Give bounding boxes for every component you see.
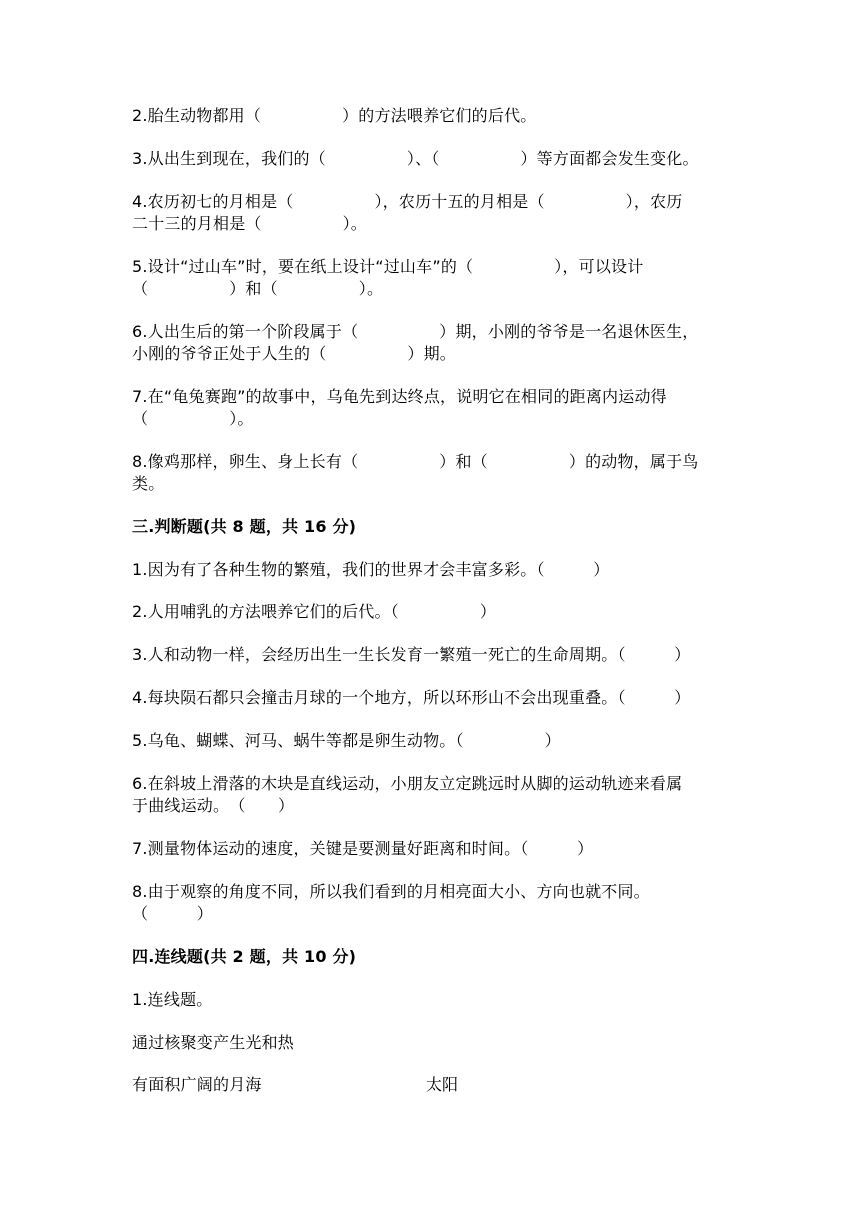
judge-question-8-line2: （ ） xyxy=(132,904,214,923)
judge-question-4: 4.每块陨石都只会撞击月球的一个地方，所以环形山不会出现重叠。（ ） xyxy=(132,688,691,707)
fill-question-2: 2.胎生动物都用（ ）的方法喂养它们的后代。 xyxy=(132,106,537,125)
fill-question-8-line2: 类。 xyxy=(132,474,165,493)
match-left-item: 有面积广阔的月海 xyxy=(132,1075,262,1094)
fill-question-6-line1: 6.人出生后的第一个阶段属于（ ）期，小刚的爷爷是一名退休医生， xyxy=(132,322,699,341)
fill-question-7-line2: （ ）。 xyxy=(132,409,254,428)
match-question-1: 1.连线题。 xyxy=(132,990,213,1009)
judge-question-7: 7.测量物体运动的速度，关键是要测量好距离和时间。（ ） xyxy=(132,839,594,858)
fill-question-8-line1: 8.像鸡那样，卵生、身上长有（ ）和（ ）的动物，属于鸟 xyxy=(132,452,699,471)
fill-question-4-line2: 二十三的月相是（ ）。 xyxy=(132,214,368,233)
match-left-item: 通过核聚变产生光和热 xyxy=(132,1033,295,1052)
judge-question-8-line1: 8.由于观察的角度不同，所以我们看到的月相亮面大小、方向也就不同。 xyxy=(132,882,650,901)
judge-question-2: 2.人用哺乳的方法喂养它们的后代。（ ） xyxy=(132,602,497,621)
fill-question-5-line2: （ ）和（ ）。 xyxy=(132,279,384,298)
fill-question-4-line1: 4.农历初七的月相是（ ），农历十五的月相是（ ），农历 xyxy=(132,192,683,211)
fill-question-5-line1: 5.设计“过山车”时，要在纸上设计“过山车”的（ ），可以设计 xyxy=(132,257,644,276)
judge-question-3: 3.人和动物一样，会经历出生一生长发育一繁殖一死亡的生命周期。（ ） xyxy=(132,645,691,664)
section-4-title: 四.连线题(共 2 题，共 10 分) xyxy=(132,947,357,966)
fill-question-3: 3.从出生到现在，我们的（ ）、（ ）等方面都会发生变化。 xyxy=(132,149,699,168)
judge-question-1: 1.因为有了各种生物的繁殖，我们的世界才会丰富多彩。（ ） xyxy=(132,560,610,579)
section-3-title: 三.判断题(共 8 题，共 16 分) xyxy=(132,517,357,536)
judge-question-6-line1: 6.在斜坡上滑落的木块是直线运动，小朋友立定跳远时从脚的运动轨迹来看属 xyxy=(132,774,683,793)
judge-question-6-line2: 于曲线运动。 （ ） xyxy=(132,796,295,815)
fill-question-7-line1: 7.在“龟兔赛跑”的故事中，乌龟先到达终点，说明它在相同的距离内运动得 xyxy=(132,387,667,406)
judge-question-5: 5.乌龟、蝴蝶、河马、蜗牛等都是卵生动物。（ ） xyxy=(132,731,561,750)
match-right-item: 太阳 xyxy=(426,1075,459,1094)
fill-question-6-line2: 小刚的爷爷正处于人生的（ ）期。 xyxy=(132,344,457,363)
